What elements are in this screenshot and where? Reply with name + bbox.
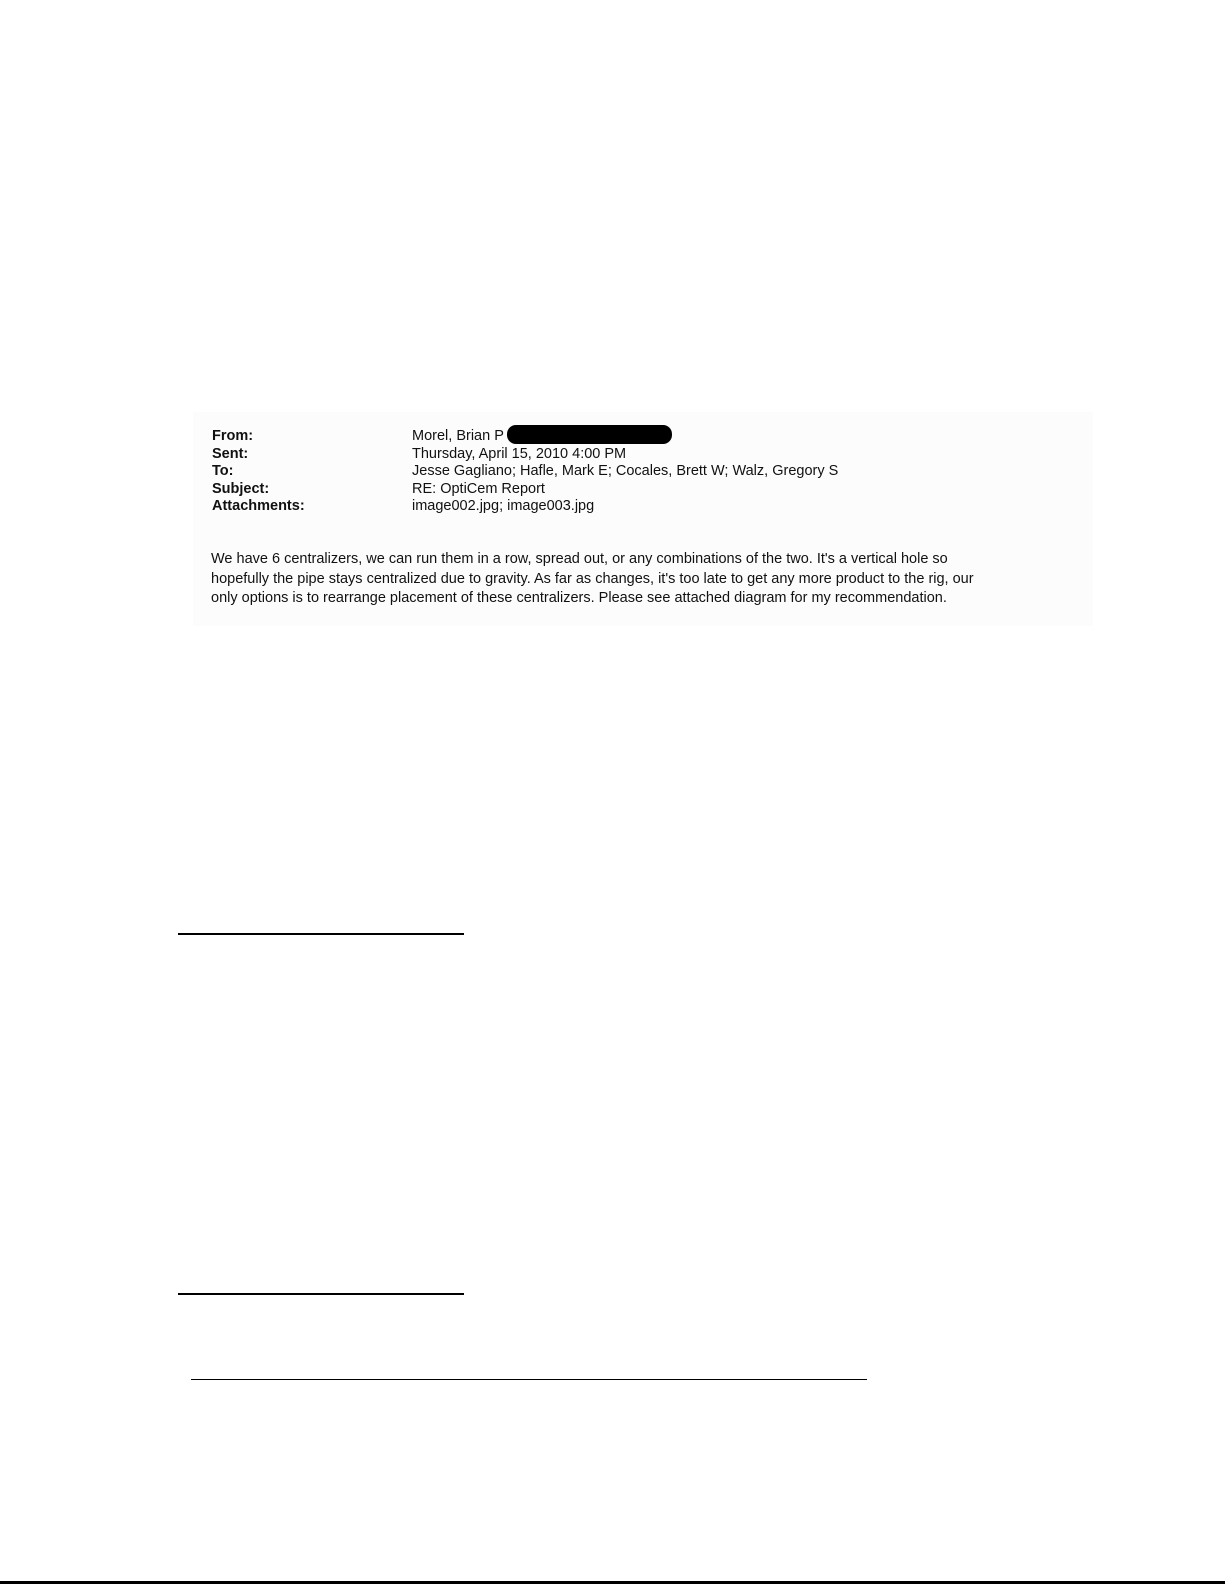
header-row-from — [212, 428, 1012, 446]
redaction-bar — [507, 425, 672, 444]
email-header — [212, 428, 1012, 516]
attachments-value: image002.jpg; image003.jpg — [412, 498, 595, 514]
email-body — [211, 550, 1091, 609]
subject-value: RE: OptiCem Report — [412, 480, 545, 497]
header-row-attachments — [212, 498, 1012, 516]
from-label: From: — [212, 428, 254, 444]
page-bottom-border — [0, 1581, 1225, 1584]
sent-label: Sent: — [212, 445, 249, 462]
footnote-rule — [178, 1293, 464, 1295]
from-value-wrap — [412, 428, 672, 446]
header-row-to — [212, 463, 1012, 481]
from-value: Morel, Brian P — [412, 428, 504, 444]
footnote-rule — [178, 933, 464, 935]
sent-value: Thursday, April 15, 2010 4:00 PM — [412, 445, 627, 462]
attachments-label: Attachments: — [212, 498, 305, 514]
body-line: We have 6 centralizers, we can run them in a row, spread out, or any combinations of the two. It's a vertical hole so — [211, 551, 948, 567]
header-row-sent — [212, 446, 1012, 464]
to-label: To: — [212, 463, 234, 479]
body-line: hopefully the pipe stays centralized due to gravity. As far as changes, it's too late to get any more product to the rig, our — [211, 570, 974, 587]
to-value: Jesse Gagliano; Hafle, Mark E; Cocales, Brett W; Walz, Gregory S — [412, 463, 839, 479]
divider-rule — [191, 1379, 867, 1380]
subject-label: Subject: — [212, 480, 270, 497]
body-line: only options is to rearrange placement of these centralizers. Please see attached diagram for my recommendation. — [211, 590, 947, 606]
header-row-subject — [212, 481, 1012, 499]
